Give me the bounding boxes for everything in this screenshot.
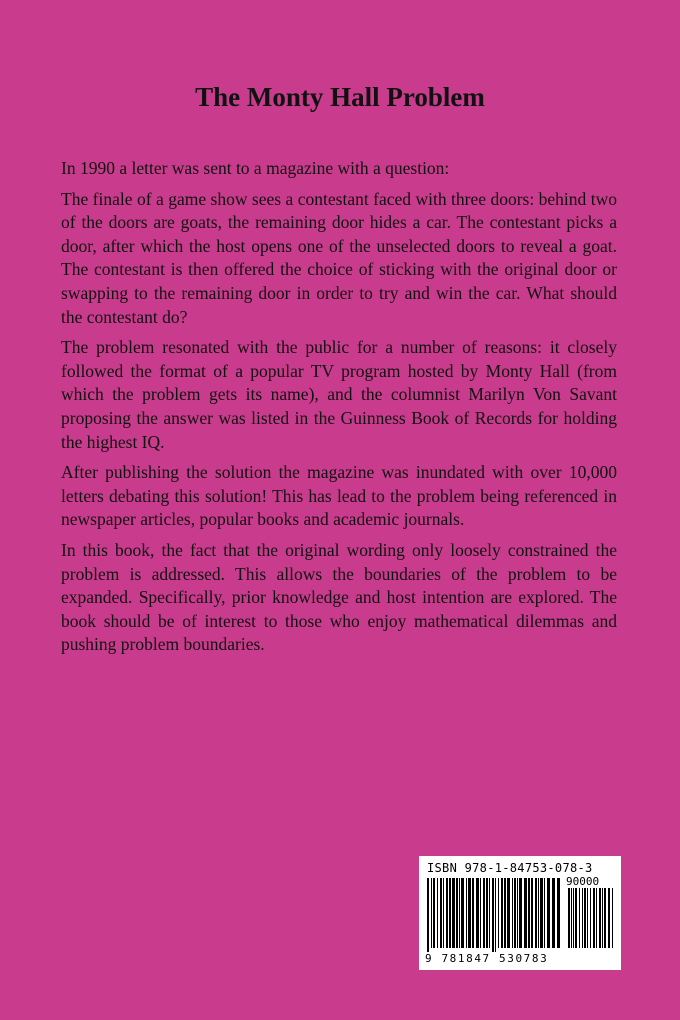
blurb-paragraph-2: The finale of a game show sees a contestant faced with three doors: behind two of the doors are goats, the remaining door hides a car. The contestant picks a door, after which the host opens one of the unselected doors to reveal a goat. The contestant is then offered the choice of sticking with the original door or swapping to the remaining door in order to try and win the car. What should the contestant do? bbox=[61, 188, 617, 327]
barcode-addon-bar bbox=[612, 888, 613, 948]
barcode-bar bbox=[489, 878, 490, 948]
barcode-bar bbox=[492, 878, 494, 952]
barcode-addon-bar bbox=[584, 888, 586, 948]
isbn-text: ISBN 978-1-84753-078-3 bbox=[427, 861, 593, 875]
price-code: 90000 bbox=[566, 875, 600, 888]
book-title: The Monty Hall Problem bbox=[195, 82, 485, 112]
isbn-barcode bbox=[419, 856, 621, 970]
barcode-addon-bar bbox=[599, 888, 601, 948]
barcode-bar bbox=[486, 878, 488, 948]
barcode-bar bbox=[514, 878, 516, 948]
barcode-addon-bar bbox=[590, 888, 591, 948]
back-cover-blurb bbox=[61, 157, 617, 664]
barcode-addon-bar bbox=[575, 888, 577, 948]
barcode-bar bbox=[466, 878, 467, 948]
barcode-bar bbox=[459, 878, 460, 948]
barcode-bar bbox=[456, 878, 458, 948]
barcode-addon-bar bbox=[579, 888, 580, 948]
barcode-bar bbox=[452, 878, 455, 948]
barcode-bar bbox=[476, 878, 479, 948]
ean-digits: 9 781847 530783 bbox=[425, 952, 549, 965]
blurb-paragraph-3: The problem resonated with the public for a number of reasons: it closely followed the format of a popular TV program hosted by Monty Hall (from which the problem gets its name), and the columnist Marilyn Von Savant proposing the answer was listed in the Guinness Book of Records for holding the highest IQ. bbox=[61, 337, 617, 452]
barcode-bar bbox=[552, 878, 555, 948]
barcode-bar bbox=[524, 878, 527, 948]
barcode-bar bbox=[461, 878, 464, 948]
barcode-addon-bar bbox=[608, 888, 610, 948]
barcode-bar bbox=[443, 878, 444, 948]
barcode-bar bbox=[433, 878, 435, 948]
barcode-bar bbox=[495, 878, 496, 952]
barcode-bar bbox=[468, 878, 471, 948]
barcode-bar bbox=[480, 878, 481, 948]
barcode-bar bbox=[528, 878, 530, 948]
barcode-bar bbox=[540, 878, 543, 948]
barcode-addon-bar bbox=[568, 888, 570, 948]
barcode-bar bbox=[538, 878, 539, 948]
barcode-bar bbox=[512, 878, 513, 948]
barcode-bar bbox=[431, 878, 432, 948]
barcode-bar bbox=[507, 878, 510, 948]
barcode-addon-bar bbox=[587, 888, 588, 948]
barcode-addon-bar bbox=[573, 888, 574, 948]
barcode-bar bbox=[544, 878, 545, 948]
blurb-paragraph-5: In this book, the fact that the original wording only loosely constrained the problem is addressed. This allows the boundaries of the problem to be expanded. Specifically, prior knowledge and host intention are explored. The book should be of interest to those who enjoy mathematical dilemmas and pushing problem boundaries. bbox=[61, 539, 617, 655]
barcode-bar bbox=[446, 878, 448, 948]
barcode-bar bbox=[519, 878, 522, 948]
blurb-paragraph-1: In 1990 a letter was sent to a magazine with a question: bbox=[61, 158, 450, 178]
barcode-bar bbox=[472, 878, 474, 948]
barcode-addon-bar bbox=[602, 888, 603, 948]
barcode-bar bbox=[427, 878, 429, 952]
barcode-bar bbox=[440, 878, 442, 948]
blurb-paragraph-4: After publishing the solution the magazine was inundated with over 10,000 letters debating this solution! This has lead to the problem being referenced in newspaper articles, popular books and academic journals. bbox=[61, 462, 617, 530]
barcode-addon-bar bbox=[582, 888, 583, 948]
barcode-addon-bar bbox=[593, 888, 595, 948]
barcode-bar bbox=[449, 878, 451, 948]
barcode-bar bbox=[437, 878, 438, 948]
barcode-bar bbox=[498, 878, 499, 948]
barcode-bar bbox=[483, 878, 485, 948]
barcode-addon-bar bbox=[571, 888, 572, 948]
barcode-addon-bar bbox=[596, 888, 597, 948]
barcode-bar bbox=[547, 878, 550, 948]
barcode-bar bbox=[501, 878, 503, 948]
barcode-bar bbox=[557, 878, 560, 948]
barcode-bar bbox=[531, 878, 533, 948]
barcode-addon-bar bbox=[604, 888, 606, 948]
barcode-bar bbox=[504, 878, 506, 948]
barcode-bar bbox=[535, 878, 537, 948]
barcode-bar bbox=[517, 878, 518, 948]
